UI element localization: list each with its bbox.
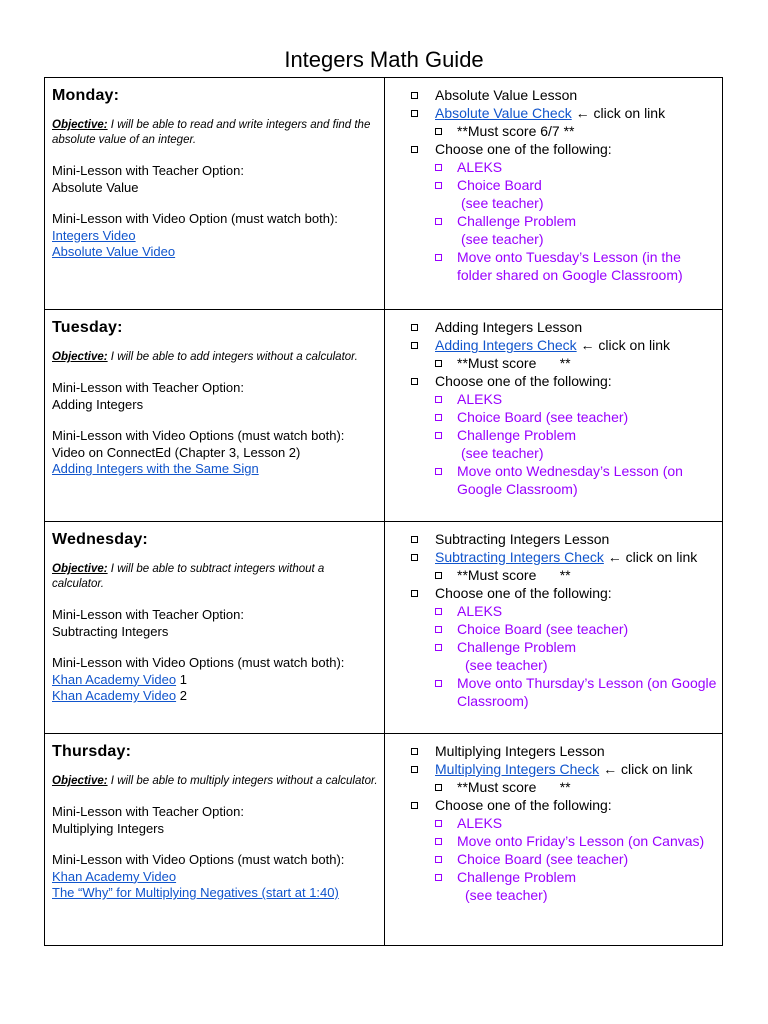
option-item <box>411 248 718 284</box>
check-link[interactable]: Adding Integers Check <box>435 337 577 353</box>
checkbox-icon[interactable] <box>411 536 418 543</box>
task-cell <box>385 78 723 310</box>
teacher-option-topic: Subtracting Integers <box>52 623 169 639</box>
option-label: Challenge Problem <box>457 427 577 443</box>
option-label: Choice Board (see teacher) <box>457 409 629 425</box>
checkbox-icon[interactable] <box>411 342 418 349</box>
task-item <box>411 318 718 336</box>
task-item <box>411 796 718 814</box>
option-label: Move onto Thursday’s Lesson (on Google Classroom) <box>457 675 717 709</box>
checkbox-icon[interactable] <box>435 128 442 135</box>
day-info-cell <box>45 78 385 310</box>
option-item <box>411 462 718 498</box>
objective-text: I will be able to read and write integers and find the absolute value of an integer. <box>52 119 371 146</box>
checkbox-icon[interactable] <box>435 432 442 439</box>
option-list <box>411 390 718 498</box>
objective-label: Objective: <box>52 351 108 363</box>
day-heading: Wednesday: <box>52 531 148 548</box>
table-row <box>45 734 723 946</box>
must-score: **Must score ** <box>457 567 571 583</box>
must-score: **Must score 6/7 ** <box>457 123 575 139</box>
option-list <box>411 158 718 284</box>
task-label: Multiplying Integers Lesson <box>435 743 605 759</box>
table-row <box>45 78 723 310</box>
check-link[interactable]: Multiplying Integers Check <box>435 761 600 777</box>
task-item <box>411 86 718 104</box>
lesson-table <box>44 77 723 946</box>
video-link[interactable]: Khan Academy Video <box>52 671 177 687</box>
option-label: ALEKS <box>457 159 503 175</box>
click-hint: ← click on link <box>571 105 666 121</box>
video-option-label: Mini-Lesson with Video Options (must watch both): <box>52 428 345 443</box>
checkbox-icon[interactable] <box>435 820 442 827</box>
option-item <box>411 814 718 832</box>
checkbox-icon[interactable] <box>435 360 442 367</box>
video-option <box>52 852 378 902</box>
video-link[interactable]: Khan Academy Video <box>52 868 177 884</box>
checkbox-icon[interactable] <box>435 182 442 189</box>
teacher-option-topic: Absolute Value <box>52 179 139 195</box>
video-option <box>52 655 378 705</box>
video-link[interactable]: Khan Academy Video <box>52 688 177 703</box>
option-note: (see teacher) <box>465 887 548 903</box>
must-score-item <box>411 122 718 140</box>
option-item <box>411 408 718 426</box>
checkbox-icon[interactable] <box>435 468 442 475</box>
teacher-option <box>52 607 378 640</box>
page-title: Integers Math Guide <box>284 47 484 72</box>
option-item <box>411 158 718 176</box>
video-link[interactable]: Absolute Value Video <box>52 244 176 259</box>
task-cell <box>385 310 723 522</box>
option-label: Move onto Friday’s Lesson (on Canvas) <box>457 833 705 849</box>
option-label: Challenge Problem <box>457 213 577 229</box>
option-label: Challenge Problem <box>457 869 577 885</box>
checkbox-icon[interactable] <box>411 554 418 561</box>
checkbox-icon[interactable] <box>411 748 418 755</box>
task-item <box>411 104 718 122</box>
day-info-cell <box>45 310 385 522</box>
day-heading: Monday: <box>52 87 120 104</box>
day-info-cell <box>45 734 385 946</box>
objective-text: I will be able to subtract integers without a calculator. <box>52 563 325 590</box>
checkbox-icon[interactable] <box>435 644 442 651</box>
objective-label: Objective: <box>52 119 108 131</box>
video-option-label: Mini-Lesson with Video Option (must watch both): <box>52 211 338 226</box>
video-option-label: Mini-Lesson with Video Options (must watch both): <box>52 655 345 670</box>
task-list <box>411 742 718 814</box>
teacher-option <box>52 380 378 413</box>
day-heading: Thursday: <box>52 743 132 760</box>
task-list <box>411 530 718 602</box>
checkbox-icon[interactable] <box>411 324 418 331</box>
objective-label: Objective: <box>52 563 108 575</box>
task-cell <box>385 522 723 734</box>
checkbox-icon[interactable] <box>435 784 442 791</box>
must-score: **Must score ** <box>457 779 571 795</box>
option-item <box>411 638 718 674</box>
teacher-option <box>52 804 378 837</box>
option-label: Move onto Tuesday’s Lesson (in the folder shared on Google Classroom) <box>457 249 683 283</box>
option-item <box>411 426 718 462</box>
teacher-option-topic: Adding Integers <box>52 396 144 412</box>
option-label: Choice Board (see teacher) <box>457 851 629 867</box>
option-item <box>411 176 718 212</box>
checkbox-icon[interactable] <box>411 590 418 597</box>
click-hint: ← click on link <box>603 549 698 565</box>
task-label: Adding Integers Lesson <box>435 319 583 335</box>
must-score: **Must score ** <box>457 355 571 371</box>
teacher-option-label: Mini-Lesson with Teacher Option: <box>52 380 244 395</box>
option-item <box>411 674 718 710</box>
option-label: ALEKS <box>457 391 503 407</box>
check-link[interactable]: Absolute Value Check <box>435 105 572 121</box>
checkbox-icon[interactable] <box>435 572 442 579</box>
click-hint: ← click on link <box>576 337 670 353</box>
checkbox-icon[interactable] <box>411 146 418 153</box>
option-item <box>411 212 718 248</box>
teacher-option <box>52 163 378 196</box>
teacher-option-label: Mini-Lesson with Teacher Option: <box>52 804 244 819</box>
checkbox-icon[interactable] <box>435 680 442 687</box>
click-hint: ← click on link <box>599 761 693 777</box>
task-label: Choose one of the following: <box>435 585 612 601</box>
checkbox-icon[interactable] <box>435 254 442 261</box>
must-score-item <box>411 354 718 372</box>
checkbox-icon[interactable] <box>435 838 442 845</box>
checkbox-icon[interactable] <box>411 110 418 117</box>
task-item <box>411 760 718 778</box>
option-note: (see teacher) <box>461 231 544 247</box>
task-item <box>411 548 718 566</box>
video-link[interactable]: Adding Integers with the Same Sign <box>52 461 259 476</box>
option-label: Challenge Problem <box>457 639 577 655</box>
task-list <box>411 86 718 158</box>
video-text: Video on ConnectEd (Chapter 3, Lesson 2) <box>52 444 301 460</box>
checkbox-icon[interactable] <box>435 626 442 633</box>
day-heading: Tuesday: <box>52 319 123 336</box>
video-option <box>52 211 378 261</box>
option-note: (see teacher) <box>461 445 544 461</box>
option-item <box>411 868 718 904</box>
option-label: ALEKS <box>457 603 503 619</box>
option-list <box>411 814 718 904</box>
option-label: Choice Board (see teacher) <box>457 621 629 637</box>
option-item <box>411 850 718 868</box>
option-label: Move onto Wednesday’s Lesson (on Google Classroom) <box>457 463 683 497</box>
task-label: Subtracting Integers Lesson <box>435 531 610 547</box>
task-item <box>411 584 718 602</box>
task-label: Choose one of the following: <box>435 141 612 157</box>
option-label: Choice Board <box>457 177 542 193</box>
objective-label: Objective: <box>52 775 108 787</box>
must-score-item <box>411 566 718 584</box>
teacher-option-topic: Multiplying Integers <box>52 820 164 836</box>
table-row <box>45 522 723 734</box>
option-item <box>411 620 718 638</box>
checkbox-icon[interactable] <box>435 396 442 403</box>
checkbox-icon[interactable] <box>435 608 442 615</box>
check-link[interactable]: Subtracting Integers Check <box>435 549 604 565</box>
checkbox-icon[interactable] <box>411 802 418 809</box>
checkbox-icon[interactable] <box>411 766 418 773</box>
checkbox-icon[interactable] <box>435 856 442 863</box>
video-link[interactable]: The “Why” for Multiplying Negatives (start at 1:40) <box>52 885 339 900</box>
checkbox-icon[interactable] <box>411 378 418 385</box>
option-list <box>411 602 718 710</box>
must-score-item <box>411 778 718 796</box>
task-list <box>411 318 718 390</box>
objective <box>52 562 378 592</box>
task-item <box>411 530 718 548</box>
checkbox-icon[interactable] <box>435 164 442 171</box>
day-info-cell <box>45 522 385 734</box>
video-option-label: Mini-Lesson with Video Options (must watch both): <box>52 852 345 867</box>
objective <box>52 350 378 365</box>
task-label: Choose one of the following: <box>435 797 612 813</box>
checkbox-icon[interactable] <box>435 414 442 421</box>
task-label: Choose one of the following: <box>435 373 612 389</box>
objective <box>52 774 378 789</box>
option-item <box>411 390 718 408</box>
task-item <box>411 372 718 390</box>
video-option <box>52 428 378 478</box>
task-item <box>411 336 718 354</box>
checkbox-icon[interactable] <box>411 92 418 99</box>
video-number: 2 <box>176 688 187 703</box>
task-cell <box>385 734 723 946</box>
teacher-option-label: Mini-Lesson with Teacher Option: <box>52 163 244 178</box>
teacher-option-label: Mini-Lesson with Teacher Option: <box>52 607 244 622</box>
objective-text: I will be able to multiply integers without a calculator. <box>107 775 378 787</box>
objective <box>52 118 378 148</box>
video-link[interactable]: Integers Video <box>52 227 136 243</box>
task-item <box>411 742 718 760</box>
checkbox-icon[interactable] <box>435 874 442 881</box>
option-item <box>411 602 718 620</box>
objective-text: I will be able to add integers without a calculator. <box>107 351 358 363</box>
option-label: ALEKS <box>457 815 503 831</box>
video-number: 1 <box>176 671 187 687</box>
table-row <box>45 310 723 522</box>
option-item <box>411 832 718 850</box>
task-item <box>411 140 718 158</box>
checkbox-icon[interactable] <box>435 218 442 225</box>
option-note: (see teacher) <box>461 195 544 211</box>
task-label: Absolute Value Lesson <box>435 87 578 103</box>
option-note: (see teacher) <box>465 657 548 673</box>
